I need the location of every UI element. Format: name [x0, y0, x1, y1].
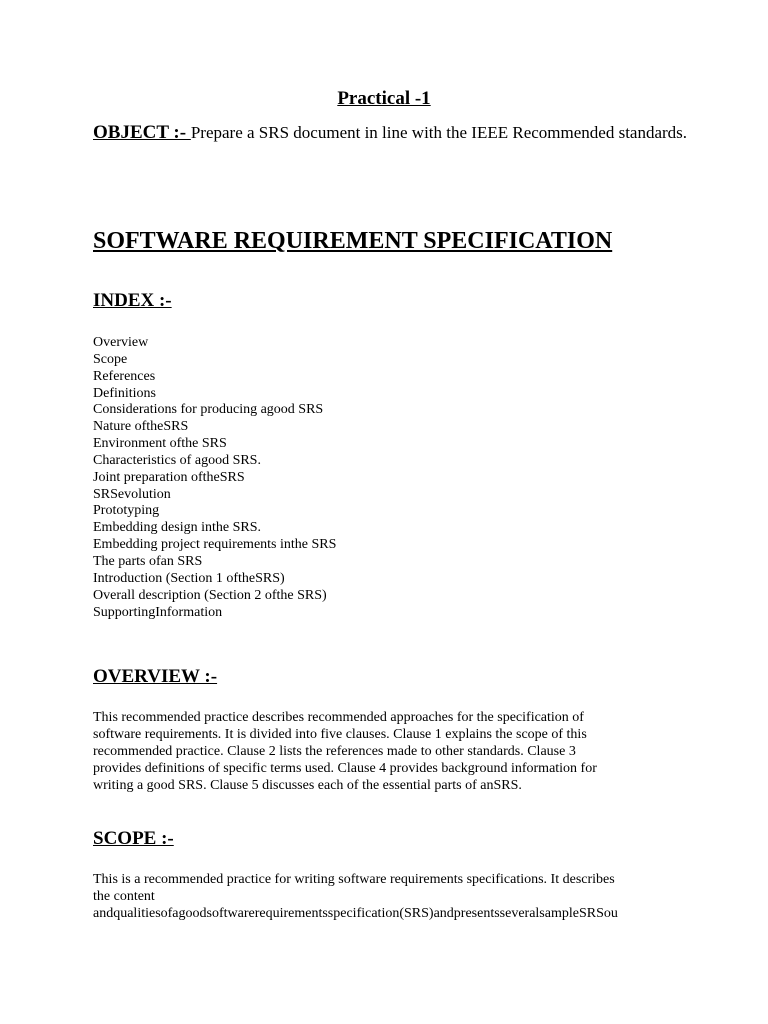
index-item: Embedding project requirements inthe SRS	[93, 537, 337, 553]
index-item: Prototyping	[93, 503, 160, 519]
index-item: Overall description (Section 2 ofthe SRS)	[93, 587, 327, 603]
overview-line: writing a good SRS. Clause 5 discusses each of the essential parts of anSRS.	[93, 777, 522, 793]
index-item: SRSevolution	[93, 486, 171, 502]
index-item: References	[93, 368, 156, 384]
index-item: Embedding design inthe SRS.	[93, 520, 261, 536]
document-title: SOFTWARE REQUIREMENT SPECIFICATION	[93, 228, 613, 254]
overview-line: provides definitions of specific terms used. Clause 4 provides background information for	[93, 760, 597, 776]
index-item: Nature oftheSRS	[93, 419, 189, 435]
index-item: Joint preparation oftheSRS	[93, 469, 245, 485]
object-statement	[93, 122, 693, 144]
scope-line: the content	[93, 888, 155, 904]
index-item: Scope	[93, 351, 128, 367]
scope-paragraph	[93, 872, 693, 923]
index-heading: INDEX :-	[93, 290, 172, 311]
index-item: SupportingInformation	[93, 604, 223, 620]
object-text: Prepare a SRS document in line with the IEEE Recommended standards.	[190, 123, 688, 142]
index-item: The parts ofan SRS	[93, 553, 203, 569]
index-item: Overview	[93, 335, 149, 350]
index-item: Characteristics of agood SRS.	[93, 452, 261, 468]
overview-heading: OVERVIEW :-	[93, 666, 218, 687]
scope-heading: SCOPE :-	[93, 828, 174, 849]
overview-line: software requirements. It is divided into five clauses. Clause 1 explains the scope of this	[93, 726, 587, 742]
scope-line: This is a recommended practice for writing software requirements specifications. It describes	[93, 872, 615, 887]
overview-line: This recommended practice describes recommended approaches for the specification of	[93, 710, 584, 725]
index-item: Introduction (Section 1 oftheSRS)	[93, 570, 285, 586]
overview-paragraph	[93, 710, 693, 795]
index-item: Considerations for producing agood SRS	[93, 402, 324, 418]
index-item: Definitions	[93, 385, 156, 401]
index-item: Environment ofthe SRS	[93, 436, 227, 452]
index-list	[93, 335, 336, 621]
scope-line: andqualitiesofagoodsoftwarerequirementsspecification(SRS)andpresentsseveralsampleSRSou	[93, 905, 618, 921]
practical-title: Practical -1	[337, 88, 431, 109]
object-label: OBJECT :-	[93, 122, 191, 143]
overview-line: recommended practice. Clause 2 lists the references made to other standards. Clause 3	[93, 743, 576, 759]
